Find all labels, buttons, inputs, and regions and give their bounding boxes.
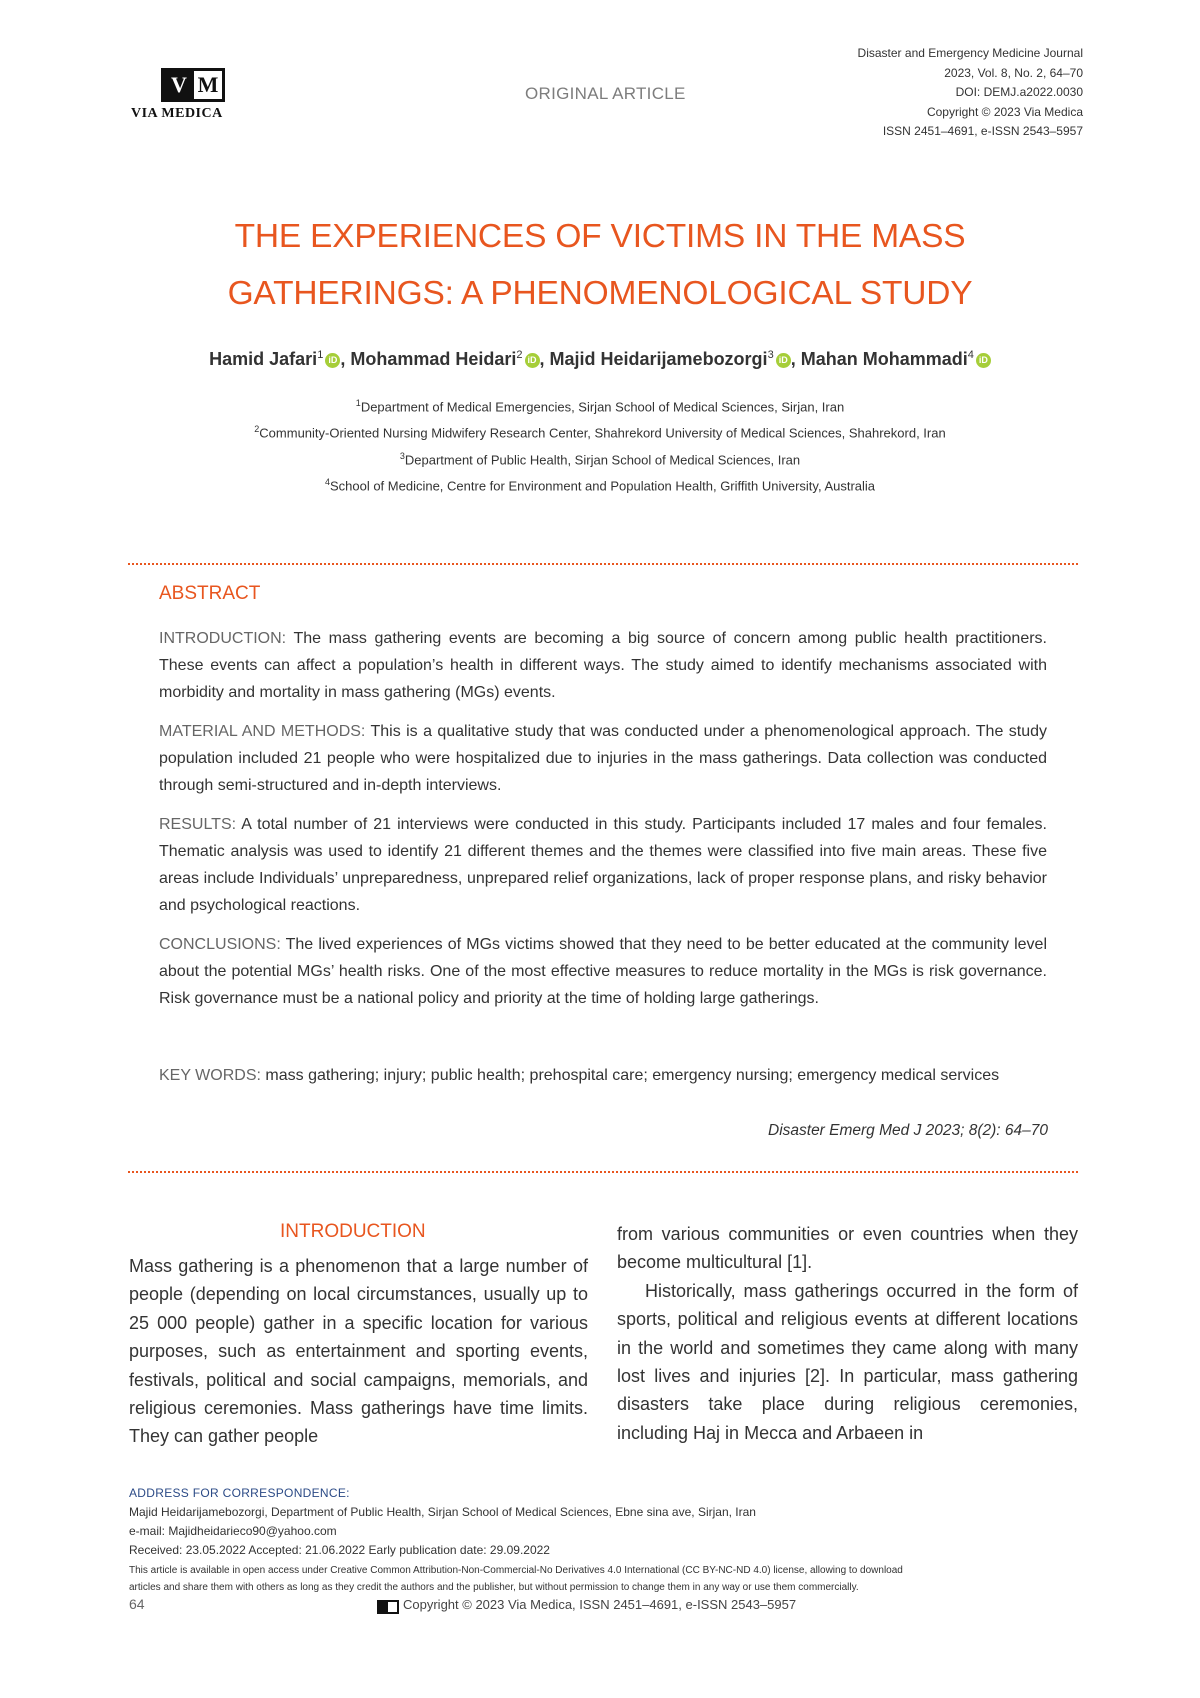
author (550, 349, 801, 369)
orcid-icon[interactable]: iD (776, 353, 791, 368)
journal-copyright: Copyright © 2023 Via Medica (926, 104, 1083, 119)
license-notice (129, 1562, 1029, 1596)
body-paragraph: from various communities or even countries when they become multicultural [1]. (617, 1224, 1078, 1273)
affiliation (0, 471, 1200, 497)
journal-volume: 2023, Vol. 8, No. 2, 64–70 (944, 65, 1083, 80)
logo-letter-m: M (197, 72, 219, 97)
abstract-conclusions (159, 931, 1047, 1012)
abstract-text: The mass gathering events are becoming a big source of concern among public health practitioners. These events can affect a population’s health in different ways. The study aimed to identify mechanisms associated with morbidity and mortality in mass gathering (MGs) events. (159, 630, 1047, 701)
title-line-1: THE EXPERIENCES OF VICTIMS IN THE MASS (234, 218, 966, 255)
footer-logo-icon (377, 1600, 399, 1614)
author (350, 349, 549, 369)
abstract-top-divider (128, 563, 1078, 565)
author-affiliation-ref: 2 (516, 349, 523, 361)
keywords-text: mass gathering; injury; public health; prehospital care; emergency nursing; emergency medical services (260, 1067, 1000, 1084)
affiliation-text: Community-Oriented Nursing Midwifery Research Center, Shahrekord University of Medical Sciences, Shahrekord, Iran (259, 425, 946, 441)
abstract-text: A total number of 21 interviews were conducted in this study. Participants included 17 males and four females. Thematic analysis was used to identify 21 different themes and the themes were classified into five main areas. These five areas include Individuals’ unpreparedness, unprepared relief organizations, lack of proper response plans, and risky behavior and psychological reactions. (159, 816, 1047, 914)
journal-info (858, 44, 1083, 142)
affiliation-number: 4 (324, 476, 330, 487)
title-line-2: GATHERINGS: A PHENOMENOLOGICAL STUDY (227, 275, 973, 312)
via-medica-logo (131, 68, 249, 128)
abstract-bottom-divider (128, 1171, 1078, 1173)
author-name: Hamid Jafari (209, 349, 318, 369)
author (209, 349, 350, 369)
section-label: ORIGINAL ARTICLE (525, 84, 686, 103)
author-separator: , (340, 349, 351, 369)
abstract-text: The lived experiences of MGs victims showed that they need to be better educated at the community level about the potential MGs’ health risks. One of the most effective measures to reduce mortality in the MGs is risk governance. Risk governance must be a national policy and priority at the time of holding large gatherings. (159, 936, 1047, 1007)
logo-mark (161, 68, 225, 102)
affiliation-number: 2 (254, 424, 260, 435)
author-name: Majid Heidarijamebozorgi (549, 349, 768, 369)
abstract-label: RESULTS: (159, 816, 237, 833)
abstract-label: MATERIAL AND METHODS: (159, 723, 366, 740)
logo-wordmark: VIA MEDICA (131, 106, 223, 121)
author-affiliation-ref: 3 (767, 349, 774, 361)
article-citation: Disaster Emerg Med J 2023; 8(2): 64–70 (768, 1122, 1048, 1139)
abstract-results (159, 811, 1047, 919)
orcid-icon[interactable]: iD (325, 353, 340, 368)
affiliation (0, 445, 1200, 471)
license-line: This article is available in open access under Creative Common Attribution-Non-Commercial-No Derivatives 4.0 International (CC BY-NC-ND 4.0) license, allowing to download (129, 1565, 903, 1576)
affiliation-text: Department of Public Health, Sirjan School of Medical Sciences, Iran (404, 451, 801, 467)
author-affiliation-ref: 4 (967, 349, 974, 361)
orcid-icon[interactable]: iD (525, 353, 540, 368)
affiliation-text: School of Medicine, Centre for Environment and Population Health, Griffith University, Australia (329, 478, 876, 494)
affiliation-number: 3 (399, 450, 405, 461)
journal-name: Disaster and Emergency Medicine Journal (857, 46, 1083, 60)
abstract-label: INTRODUCTION: (159, 630, 287, 647)
affiliation (0, 418, 1200, 444)
license-line: articles and share them with others as long as they credit the authors and the publisher, but without permission to change them in any way or use them commercially. (129, 1582, 859, 1593)
correspondence-address: Majid Heidarijamebozorgi, Department of Public Health, Sirjan School of Medical Sciences, Ebne sina ave, Sirjan, Iran (129, 1505, 756, 1519)
body-paragraph: Mass gathering is a phenomenon that a large number of people (depending on local circumstances, usually up to 25 000 people) gather in a specific location for various purposes, such as entertainment and sporting events, festivals, political and social campaigns, memorials, and religious ceremonies. Mass gatherings have time limits. They can gather people (129, 1256, 588, 1447)
abstract-text: This is a qualitative study that was conducted under a phenomenological approach. The study population included 21 people who were hospitalized due to injuries in the mass gatherings. Data collection was conducted through semi-structured and in-depth interviews. (159, 723, 1047, 794)
keywords-label: KEY WORDS: (159, 1067, 261, 1084)
author-name: Mahan Mohammadi (800, 349, 968, 369)
orcid-icon[interactable]: iD (976, 353, 991, 368)
journal-issn: ISSN 2451–4691, e-ISSN 2543–5957 (882, 124, 1083, 138)
article-dates: Received: 23.05.2022 Accepted: 21.06.2022 Early publication date: 29.09.2022 (129, 1543, 550, 1557)
introduction-heading: INTRODUCTION (280, 1221, 426, 1242)
affiliation-number: 1 (355, 398, 361, 408)
logo-letter-v: V (164, 71, 194, 99)
author-list (0, 349, 1200, 370)
article-title (0, 208, 1200, 322)
page-number: 64 (129, 1596, 145, 1612)
correspondence-heading: ADDRESS FOR CORRESPONDENCE: (129, 1486, 350, 1500)
body-column-left (129, 1252, 588, 1451)
footer-copyright: Copyright © 2023 Via Medica, ISSN 2451–4691, e-ISSN 2543–5957 (403, 1597, 797, 1612)
journal-doi[interactable]: DOI: DEMJ.a2022.0030 (955, 85, 1083, 99)
author-name: Mohammad Heidari (350, 349, 517, 369)
abstract-introduction (159, 625, 1047, 706)
abstract-methods (159, 718, 1047, 799)
abstract-heading: ABSTRACT (159, 583, 261, 604)
author-separator: , (539, 349, 550, 369)
correspondence-email[interactable]: e-mail: Majidheidarieco90@yahoo.com (129, 1524, 337, 1538)
affiliation (0, 392, 1200, 418)
affiliation-text: Department of Medical Emergencies, Sirjan School of Medical Sciences, Sirjan, Iran (360, 399, 845, 415)
author (801, 349, 991, 369)
footer-logo-mark (379, 1602, 388, 1612)
body-column-right (617, 1220, 1078, 1447)
affiliations (0, 392, 1200, 497)
abstract-keywords (159, 1062, 1047, 1089)
abstract-label: CONCLUSIONS: (159, 936, 281, 953)
body-paragraph: Historically, mass gatherings occurred in the form of sports, political and religious events at different locations in the world and sometimes they came along with many lost lives and injuries [2]. In particular, mass gathering disasters take place during religious ceremonies, including Haj in Mecca and Arbaeen in (617, 1280, 1078, 1443)
author-separator: , (790, 349, 801, 369)
author-affiliation-ref: 1 (317, 349, 324, 361)
